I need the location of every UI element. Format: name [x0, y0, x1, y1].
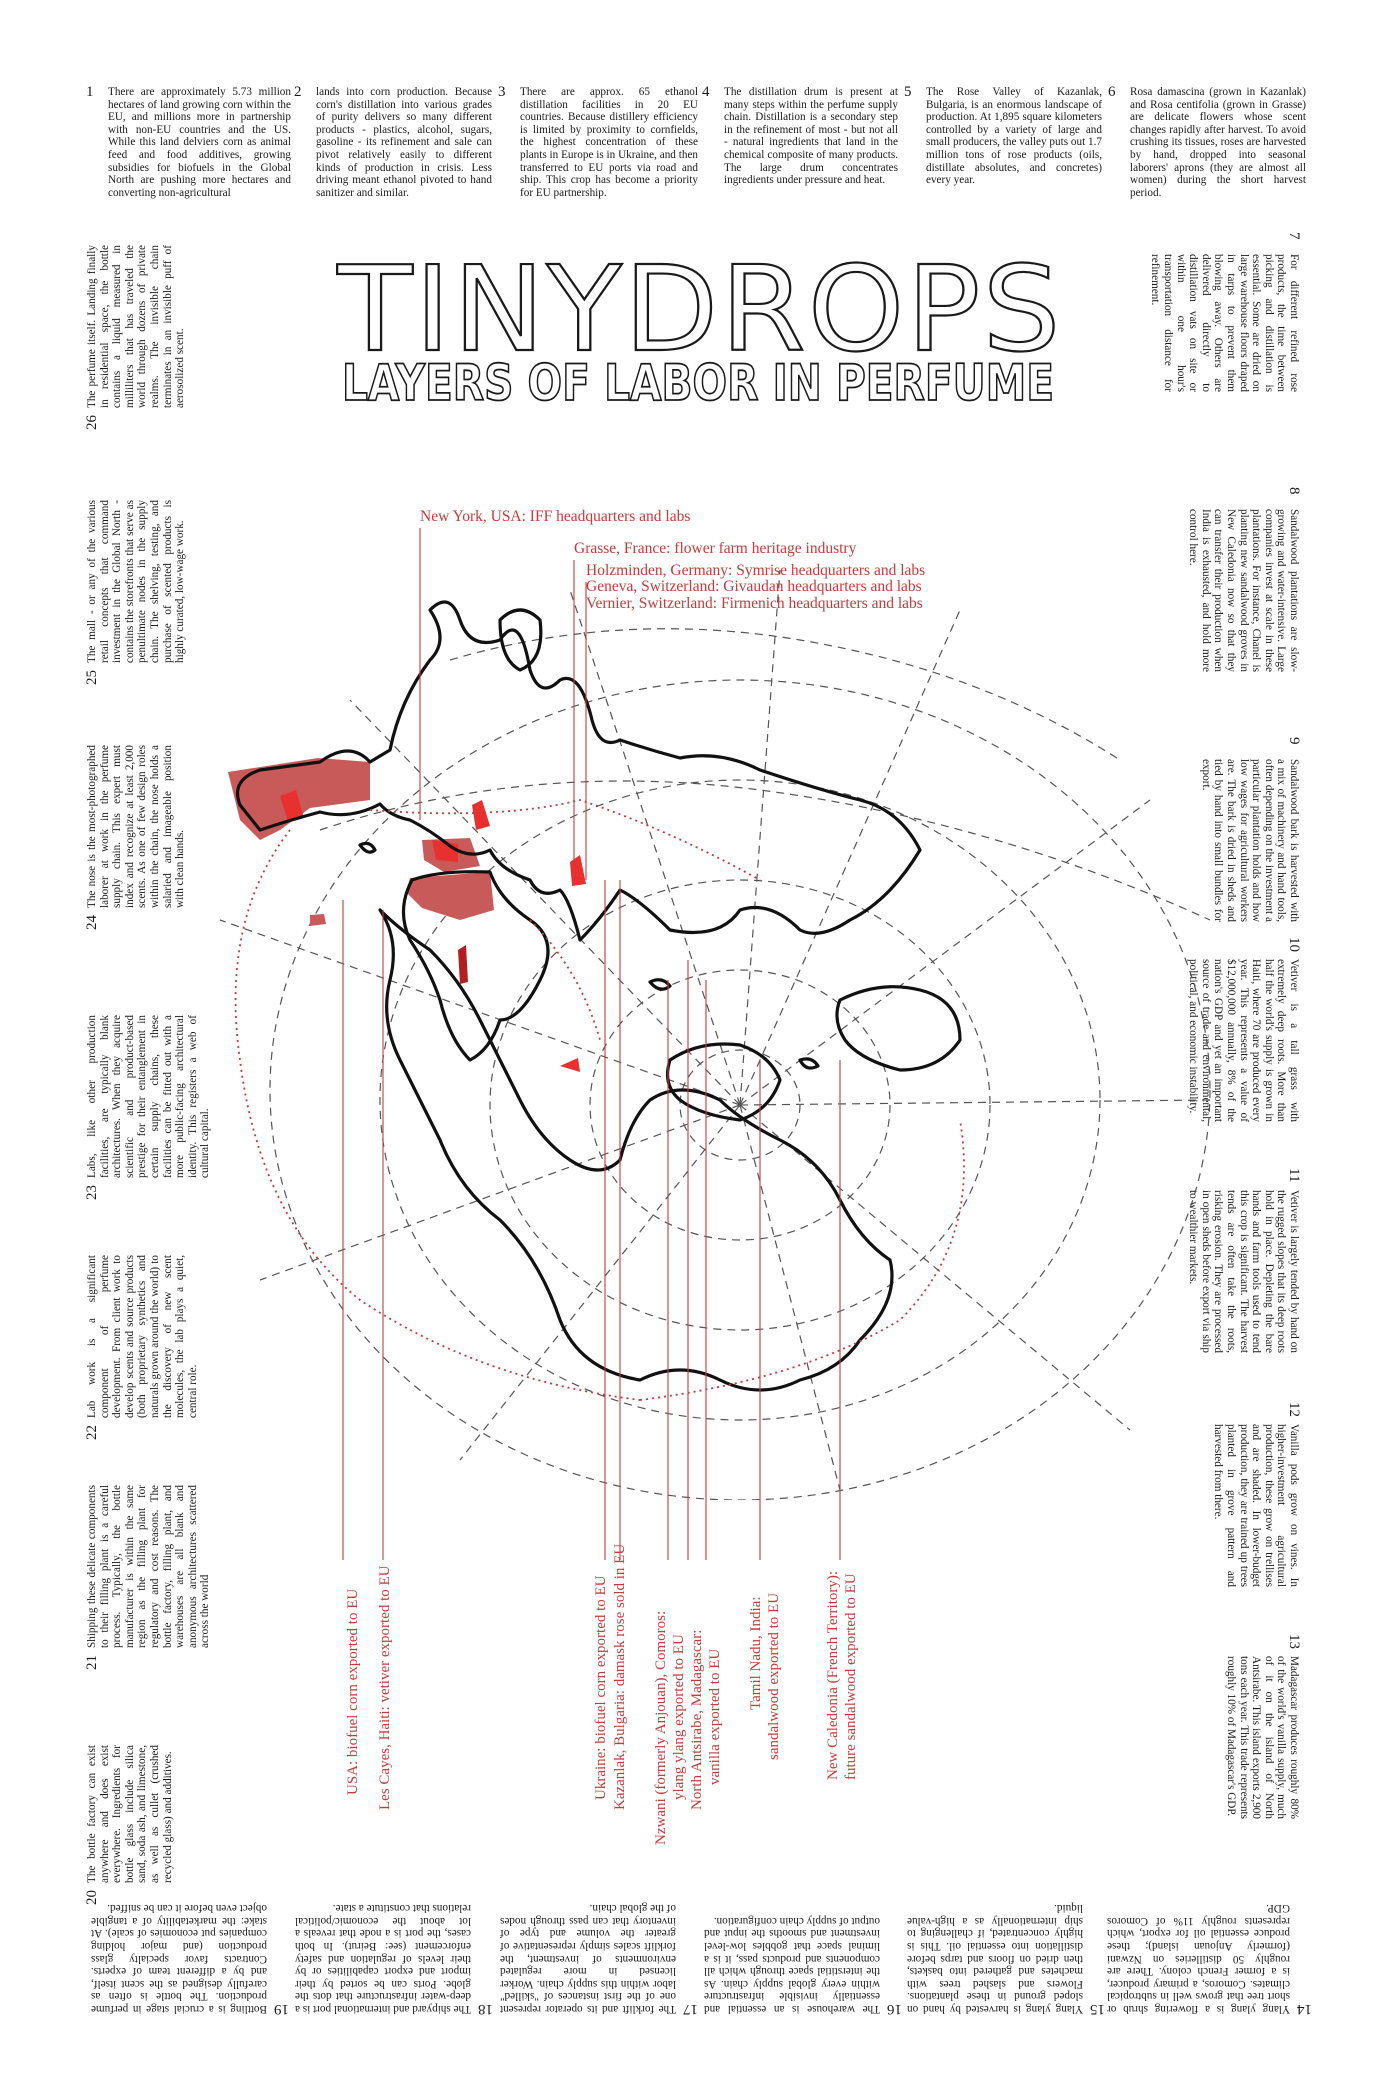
- note-2: [294, 86, 492, 199]
- note-number: 24: [84, 915, 100, 930]
- region-ukraine: [472, 800, 490, 830]
- note-16: [704, 1914, 902, 2015]
- source-label-haiti-vetiver: Les Cayes, Haiti: vetiver exported to EU: [377, 1565, 393, 1810]
- note-number: 11: [1286, 1168, 1302, 1183]
- note-text: Bottling is a crucial stage in perfume production. The bottle is often as carefully designed as the scent itself, and by a different team of experts. Contracts favor specialty glass production (and major holding companies put economies of scale). At stake: the marketability of a tangible object even before it can be sniffed.: [91, 1902, 267, 2015]
- note-text: Lab work is a significant component of perfume development. From client work to develop scents and source products (both proprietary synthetics and naturals grown around the world) to the discovery of new scent molecules, the lab plays a quiet, central role.: [86, 1255, 199, 1418]
- note-text: Labs, like other production facilities, are typically blank architectures. When they acquire scientific and product-based prestige for their entanglement in certain supply chains, these facilities can be fitted out with a more public-facing architectural identity. This registers a web of cultural capital.: [86, 1015, 212, 1178]
- australia-outline: [837, 987, 960, 1070]
- note-number: 4: [702, 84, 710, 100]
- source-label-ukraine-corn: Ukraine: biofuel corn exported to EU: [593, 1575, 609, 1800]
- note-text: Sandalwood plantations are slow-growing and water-intensive. Large companies invest at scale in these plantations. For instance, Chanel is planting new sandalwood groves in New Caledonia now so that they can transfer their production when India is exhausted, and hold more control here.: [1187, 509, 1300, 672]
- region-india: [570, 855, 586, 886]
- antarctica-outline: [668, 1044, 780, 1120]
- note-number: 20: [84, 1890, 100, 1905]
- note-text: For different refined rose products, the time between picking and distillation is essential. Some are dried on large warehouse floors draped in tarps to prevent them blowing away. Others are delivered directly to distillation vats on site or within one hour's transportation distance for refinement.: [1149, 254, 1300, 392]
- note-text: Vetiver is largely tended by hand on the rugged slopes that its deep roots hold in place. Depleting the bare hands and farm tools used to tend this crop is significant. The harvest tends are often take the roots, risking erosion. They are processed in open sheds before export via ship to wealthier markets.: [1187, 1190, 1300, 1353]
- note-number: 16: [887, 2001, 902, 2017]
- coastlines: [238, 602, 961, 1390]
- note-15: [907, 1902, 1105, 2015]
- note-25: [86, 500, 187, 685]
- note-14: [1107, 1902, 1312, 2015]
- note-number: 2: [294, 84, 302, 100]
- note-1: [86, 86, 291, 199]
- island-3: [800, 1059, 818, 1068]
- note-18: [295, 1902, 493, 2015]
- note-number: 5: [904, 84, 912, 100]
- note-text: Shipping these delicate components to their filling plant is a careful process. Typically, the bottle manufacturer is within the same region as the filling plant for regulatory and cost reasons. The bottle factory, filling plant, and warehouses are all blank and anonymous architectures scattered across the world: [86, 1485, 212, 1648]
- note-23: [86, 1015, 212, 1200]
- note-number: 22: [84, 1425, 100, 1440]
- hq-label-new-york: New York, USA: IFF headquarters and labs: [420, 508, 691, 525]
- note-5: [904, 86, 1102, 187]
- source-label-caledonia-2: future sandalwood exported to EU: [843, 1573, 859, 1780]
- world-map: [200, 500, 1240, 1500]
- note-text: There are approx. 65 ethanol distillation facilities in 20 EU countries. Because distillery efficiency is limited by proximity to cornfields, the highest concentration of these plants in Europe is in Ukraine, and then transferred to EU ports via road and ship. This crop has become a priority for EU partnership.: [520, 86, 698, 199]
- note-4: [702, 86, 898, 187]
- hq-label-holzminden: Holzminden, Germany: Symrise headquarters and labs: [586, 562, 926, 579]
- note-19: [91, 1902, 289, 2015]
- region-haiti: [310, 914, 326, 926]
- page-subtitle: [338, 352, 1058, 412]
- note-text: The forklift and its operator represent one of the first instances of "skilled" labor within this supply chain. Worker licensed in more regulated environments of investment, the forklift scales simply representative of greater the volume and type of inventory that can pass through nodes of the global chain.: [500, 1902, 676, 2015]
- note-number: 7: [1286, 232, 1302, 240]
- note-text: The nose is the most-photographed laborer at work in the perfume supply chain. This expert must index and recognize at least 2,000 scents. As one of few design roles within the chain, the nose holds a salaried and imageable position with clean hands.: [86, 745, 187, 908]
- note-3: [498, 86, 698, 199]
- note-text: lands into corn production. Because corn's distillation into various grades of purity delivers so many different products - plastics, alcohol, sugars, gasoline - its refinement and sale can pivot relatively easily to different kinds of production in crisis. Less driving meant ethanol pivoted to hand sanitizer and similar.: [316, 86, 492, 199]
- note-text: The Rose Valley of Kazanlak, Bulgaria, is an enormous landscape of production. At 1,895 square kilometers controlled by a variety of large and small producers, the valley puts out 1.7 million tons of rose products (oils, distillate absolutes, and concretes) every year.: [926, 86, 1102, 187]
- note-13: [1224, 1634, 1300, 1819]
- note-20: [86, 1745, 174, 1905]
- note-text: There are approximately 5.73 million hectares of land growing corn within the EU, and millions more in partnership with non-EU countries and the US. While this land delviers corn as animal feed and food additives, growing subsidies for biofuels in the Global North are pushing more hectares and converting non-agricultural: [108, 86, 291, 199]
- source-label-caledonia-1: New Caledonia (French Territory):: [825, 1570, 841, 1780]
- americas-outline: [380, 910, 892, 1390]
- region-caledonia: [560, 1058, 580, 1072]
- note-number: 9: [1286, 737, 1302, 745]
- subtitle-text: LAYERS OF LABOR IN PERFUME: [342, 354, 1054, 412]
- region-usa: [228, 758, 370, 840]
- note-number: 13: [1286, 1634, 1302, 1649]
- note-17: [500, 1902, 698, 2015]
- note-number: 8: [1286, 487, 1302, 495]
- source-label-usa-corn: USA: biofuel corn exported to EU: [345, 1588, 361, 1795]
- note-number: 17: [683, 2001, 698, 2017]
- hq-label-vernier: Vernier, Switzerland: Firmenich headquarters and labs: [586, 595, 923, 612]
- note-text: Rosa damascina (grown in Kazanlak) and Rosa centifolia (grown in Grasse) are delicate flowers whose scent changes rapidly after harvest. To avoid crushing its tissues, roses are harvested by hand, dropped into seasonal laborers' aprons (they are almost all women) during the short harvest period.: [1130, 86, 1306, 199]
- routes: [236, 800, 964, 1400]
- note-number: 6: [1108, 84, 1116, 100]
- note-7: [1149, 232, 1300, 392]
- note-number: 12: [1286, 1402, 1302, 1417]
- note-number: 21: [84, 1655, 100, 1670]
- note-number: 14: [1297, 2001, 1312, 2017]
- note-6: [1108, 86, 1306, 199]
- island-1: [360, 843, 375, 852]
- note-number: 1: [86, 84, 94, 100]
- note-number: 18: [478, 2001, 493, 2017]
- source-label-bulgaria-rose: Kazanlak, Bulgaria: damask rose sold in EU: [612, 1543, 628, 1810]
- source-label-madagascar-1: North Antsirabe, Madagascar:: [689, 1629, 705, 1810]
- note-number: 23: [84, 1185, 100, 1200]
- note-21: [86, 1485, 212, 1670]
- note-text: Vanilla pods grow on vines. In higher-investment agricultural production, these grow on trellises and are shaded. In lower-budget production, they are trained up trees planted in grove pattern and harvested from there.: [1212, 1424, 1300, 1587]
- note-number: 3: [498, 84, 506, 100]
- hq-label-grasse: Grasse, France: flower farm heritage industry: [574, 540, 857, 557]
- note-text: Vetiver is a tall grass with extremely deep roots. More than half the world's supply is grown in Haiti, where 70 are produced every year. This represents a value of $12,000,000 annually, 8% of the nation's GDP and yet an important source of trade and environmental, political, and economic instability.: [1187, 959, 1300, 1122]
- note-number: 25: [84, 670, 100, 685]
- note-number: 19: [274, 2001, 289, 2017]
- note-text: The shipyard and international port is a deep-water infrastructure that dots the globe. Ports can be sorted by their import and export capabilities or by their levels of regulation and safety enforcement (see: Beirut). In both cases, the port is a node that reveals a lot about the economic/political relations that constitute a state.: [295, 1902, 471, 2015]
- source-label-madagascar-2: vanilla exported to EU: [707, 1648, 723, 1785]
- note-text: The distillation drum is present at many steps within the perfume supply chain. Distillation is a secondary step in the refinement of most - but not all - natural ingredients that land in the chemical composite of many products. The large drum concentrates ingredients under pressure and heat.: [724, 86, 898, 187]
- note-number: 10: [1286, 937, 1302, 952]
- note-number: 15: [1090, 2001, 1105, 2017]
- source-label-comoros-2: ylang ylang exported to EU: [671, 1634, 687, 1800]
- graticule: [220, 570, 1210, 1500]
- note-text: Madagascar produces roughly 80% of the world's vanilla supply, much of it on the island of North Antsirabe. This island exports 2,900 tons each year. This trade represents roughly 10% of Madagascar's GDP.: [1225, 1656, 1300, 1819]
- note-text: The bottle factory can exist anywhere and does exist everywhere. Ingredients for bottle glass include silica sand, soda ash, and limestone, as well as cullet (crushed recycled glass) and additives.: [86, 1745, 174, 1883]
- note-number: 26: [84, 415, 100, 430]
- note-text: Sandalwood bark is harvested with a mix of machinery and hand tools, often depending on the investment a particular plantation holds and how low wages for agricultural workers are. The bark is dried in sheds and tied by hand into small bundles for export.: [1199, 759, 1300, 922]
- note-text: The warehouse is an essential and essentially invisible infrastructure within every global supply chain. As the interstitial space through which all components and products pass, it is a liminal space that gobbles low-level investment and smooths the input and output of supply chain configuration.: [704, 1914, 880, 2015]
- note-text: Ylang ylang is a flowering shrub or short tree that grows well in subtropical climates. Comoros, a primary producer, is a former French colony. There are roughly 50 distilleries on Nzwani (formerly Anjouan island); these produce essential oil for export, which represents roughly 11% of Comoros GDP.: [1107, 1902, 1290, 2015]
- note-26: [86, 245, 187, 430]
- note-text: Ylang ylang is harvested by hand on sloped ground in these plantations. Flowers and slashed trees with machetes and gathered into baskets, then dried on floors and tarps before distillation into essential oil. This is highly concentrated, if challenging to ship internationally as a high-value liquid.: [907, 1902, 1083, 2015]
- note-text: The mall - or any of the various retail concepts that command investment in the Global North - contains the storefronts that serve as penultimate nodes in the supply chain. The shelving, testing, and purchase of scented products is highly curated, low-wage work.: [86, 500, 187, 663]
- note-24: [86, 745, 187, 930]
- hq-label-geneva: Geneva, Switzerland: Givaudan headquarters and labs: [586, 578, 922, 595]
- source-label-comoros-1: Nzwani (formerly Anjouan), Comoros:: [653, 1610, 669, 1845]
- island-2: [650, 980, 670, 989]
- source-label-india-2: sandalwood exported to EU: [766, 1592, 782, 1760]
- region-madagascar: [458, 945, 468, 984]
- note-text: The perfume itself. Landing finally in residential space, the bottle contains a liquid measured in milliliters that has traveled the world through dozens of private realms. The invisible chain terminates in an invisible puff of aerosolized scent.: [86, 245, 187, 408]
- note-22: [86, 1255, 199, 1440]
- source-label-india-1: Tamil Nadu, India:: [748, 1596, 764, 1710]
- title-text: TINYDROPS: [336, 250, 1063, 370]
